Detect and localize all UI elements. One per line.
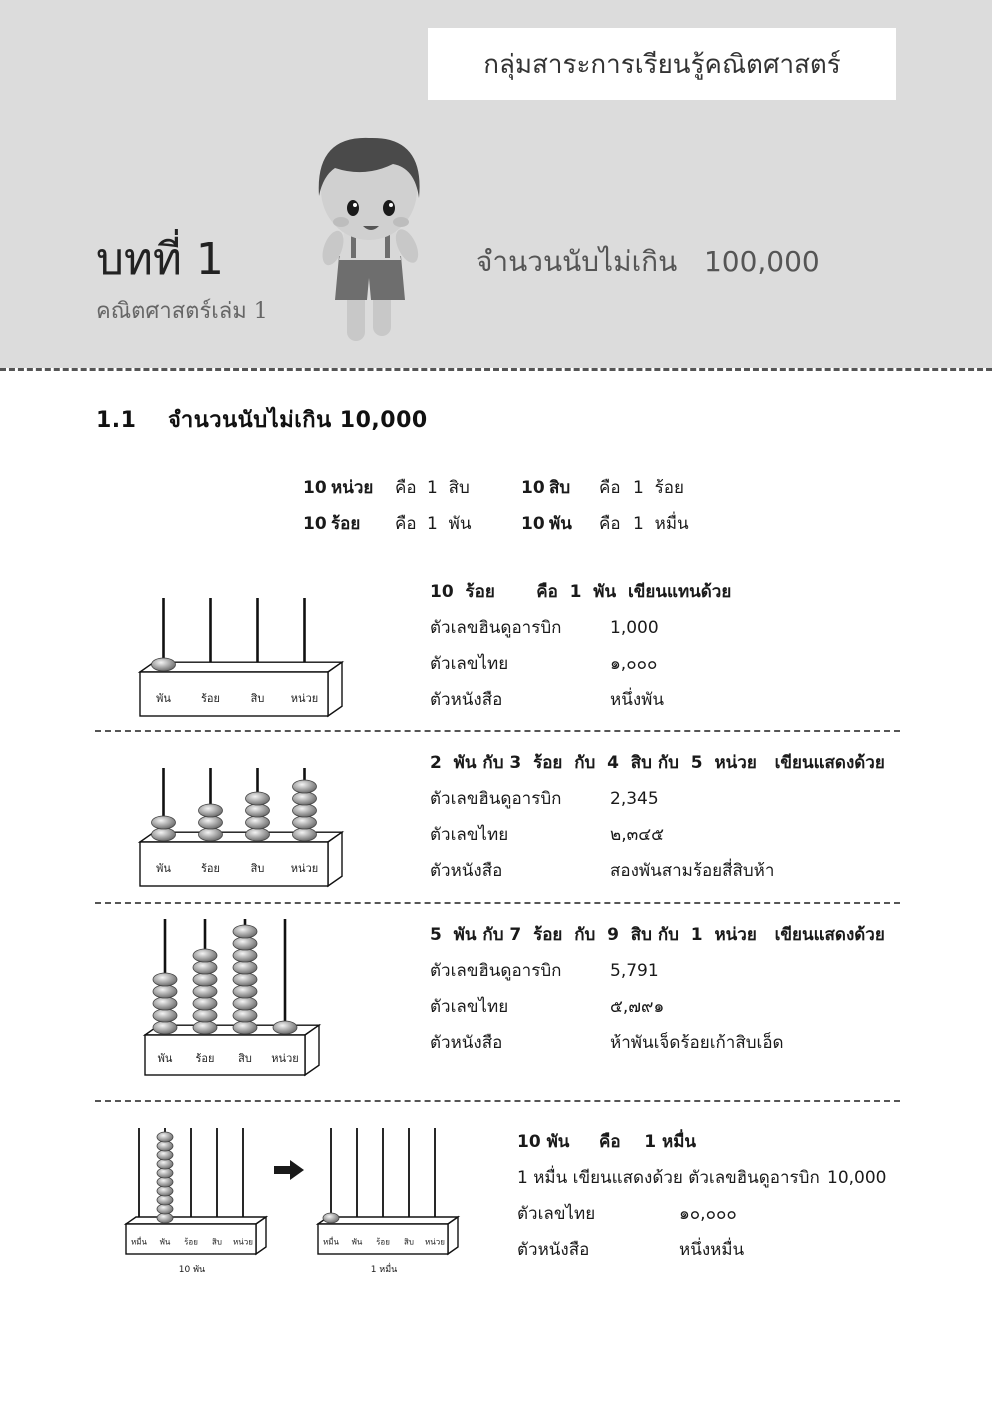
abacus-bead: [246, 828, 270, 841]
rule-unit: ร้อย: [331, 514, 361, 534]
subject-banner: [428, 28, 896, 100]
abacus-bead: [199, 828, 223, 841]
hindu-arabic-value: 2,345: [610, 789, 659, 809]
thai-numeral-label: ตัวเลขไทย: [430, 825, 509, 845]
abacus-bead: [152, 828, 176, 841]
abacus-bead: [157, 1168, 173, 1178]
words-value: ห้าพันเจ็ดร้อยเก้าสิบเอ็ด: [610, 1033, 784, 1053]
abacus-bead: [193, 973, 217, 986]
abacus-column-label: ร้อย: [184, 1237, 198, 1247]
abacus-bead: [233, 1009, 257, 1022]
abacus-bead: [293, 816, 317, 829]
abacus-column-label: ร้อย: [195, 1052, 215, 1066]
abacus-bead: [157, 1150, 173, 1160]
abacus-bead: [153, 997, 177, 1010]
words-label: ตัวหนังสือ: [430, 861, 503, 881]
abacus-bead: [153, 985, 177, 998]
abacus-bead: [157, 1177, 173, 1187]
abacus-bead: [153, 973, 177, 986]
abacus-bead: [323, 1213, 339, 1223]
abacus-column-label: ร้อย: [201, 861, 220, 875]
rule-number: 10: [303, 514, 327, 534]
abacus-column-label: หน่วย: [233, 1237, 253, 1247]
abacus-bead: [233, 949, 257, 962]
hindu-arabic-label: ตัวเลขฮินดูอารบิก: [430, 618, 562, 638]
example-heading: 2 พัน กับ 3 ร้อย กับ 4 สิบ กับ 5 หน่วย เขียนแสดงด้วย: [430, 753, 885, 773]
abacus-bead: [233, 985, 257, 998]
example-2: [430, 745, 885, 889]
abacus-bead: [233, 973, 257, 986]
abacus-bead: [293, 792, 317, 805]
abacus-bead: [153, 1021, 177, 1034]
words-label: ตัวหนังสือ: [430, 690, 503, 710]
section-title: [96, 402, 428, 437]
hindu-arabic-label: ตัวเลขฮินดูอารบิก: [430, 961, 562, 981]
abacus-column-label: หน่วย: [290, 691, 319, 705]
hindu-arabic-value: 10,000: [827, 1168, 887, 1188]
abacus-column-label: สิบ: [250, 861, 265, 875]
after-caption: 1 หมื่น: [370, 1265, 398, 1275]
abacus-bead: [199, 804, 223, 817]
abacus-bead: [157, 1132, 173, 1142]
abacus-base-side: [328, 662, 342, 716]
abacus-column-label: พัน: [156, 691, 171, 705]
abacus-column-label: หมื่น: [322, 1237, 340, 1247]
thai-numeral-value: ๑๐,๐๐๐: [679, 1204, 737, 1224]
ten-thousand-line-label: 1 หมื่น เขียนแสดงด้วย ตัวเลขฮินดูอารบิก: [517, 1168, 820, 1188]
abacus-bead: [273, 1021, 297, 1034]
rule-verb: คือ: [395, 478, 417, 498]
abacus-base-side: [328, 832, 342, 886]
hindu-arabic-value: 5,791: [610, 961, 659, 981]
words-value: หนึ่งพัน: [610, 690, 664, 710]
thai-numeral-label: ตัวเลขไทย: [430, 654, 509, 674]
rule-result: 1 พัน: [427, 514, 472, 534]
words-label: ตัวหนังสือ: [517, 1240, 590, 1260]
abacus-bead: [233, 961, 257, 974]
book-label: คณิตศาสตร์เล่ม 1: [96, 299, 268, 324]
abacus-example-1: [130, 590, 350, 720]
thai-numeral-value: ๒,๓๔๕: [610, 825, 664, 845]
abacus-column-label: สิบ: [404, 1237, 414, 1247]
abacus-example-3: [135, 915, 335, 1085]
example-heading: 10 พัน คือ 1 หมื่น: [517, 1132, 697, 1152]
example-divider: [95, 902, 900, 904]
rule-result: 1 สิบ: [427, 478, 470, 498]
abacus-base-side: [448, 1217, 458, 1254]
header-divider: [0, 368, 992, 371]
abacus-bead: [153, 1009, 177, 1022]
rule-verb: คือ: [395, 514, 417, 534]
before-caption: 10 พัน: [178, 1265, 206, 1275]
rule-row: [303, 470, 689, 506]
rule-number: 10: [521, 478, 545, 498]
abacus-column-label: หมื่น: [130, 1237, 148, 1247]
example-heading: 10 ร้อย คือ 1 พัน เขียนแทนด้วย: [430, 582, 732, 602]
abacus-bead: [193, 1021, 217, 1034]
abacus-bead: [246, 792, 270, 805]
rule-unit: สิบ: [549, 478, 571, 498]
rule-number: 10: [521, 514, 545, 534]
section-number: 1.1: [96, 408, 137, 433]
abacus-column-label: สิบ: [212, 1237, 222, 1247]
abacus-bead: [233, 925, 257, 938]
hindu-arabic-value: 1,000: [610, 618, 659, 638]
abacus-bead: [193, 997, 217, 1010]
abacus-ten-thousands-after: [310, 1122, 470, 1272]
abacus-bead: [157, 1141, 173, 1151]
abacus-example-2: [130, 760, 350, 890]
thai-numeral-value: ๕,๗๙๑: [610, 997, 665, 1017]
words-value: หนึ่งหมื่น: [679, 1240, 745, 1260]
abacus-bead: [233, 1021, 257, 1034]
rule-unit: หน่วย: [331, 478, 374, 498]
abacus-bead: [199, 816, 223, 829]
example-divider: [95, 730, 900, 732]
rule-number: 10: [303, 478, 327, 498]
place-value-rules: [303, 470, 689, 542]
chapter-topic: จำนวนนับไม่เกิน 100,000: [476, 245, 820, 278]
abacus-bead: [157, 1204, 173, 1214]
abacus-bead: [193, 961, 217, 974]
thai-numeral-value: ๑,๐๐๐: [610, 654, 658, 674]
abacus-column-label: ร้อย: [376, 1237, 390, 1247]
rule-verb: คือ: [599, 478, 621, 498]
hindu-arabic-label: ตัวเลขฮินดูอารบิก: [430, 789, 562, 809]
words-value: สองพันสามร้อยสี่สิบห้า: [610, 861, 775, 881]
abacus-column-label: หน่วย: [290, 861, 319, 875]
rule-row: [303, 506, 689, 542]
chapter-title: บทที่ 1: [96, 234, 224, 285]
abacus-bead: [157, 1213, 173, 1223]
arrow-right-icon: [272, 1158, 306, 1182]
thai-numeral-label: ตัวเลขไทย: [430, 997, 509, 1017]
abacus-bead: [233, 937, 257, 950]
abacus-bead: [152, 816, 176, 829]
abacus-base-side: [256, 1217, 266, 1254]
subject-label: กลุ่มสาระการเรียนรู้คณิตศาสตร์: [483, 49, 841, 80]
abacus-bead: [293, 828, 317, 841]
abacus-column-label: สิบ: [250, 691, 265, 705]
abacus-column-label: พัน: [157, 1052, 173, 1066]
abacus-column-label: พัน: [351, 1237, 363, 1247]
example-divider: [95, 1100, 900, 1102]
cartoon-child-icon: [305, 128, 435, 346]
abacus-column-label: หน่วย: [425, 1237, 445, 1247]
words-label: ตัวหนังสือ: [430, 1033, 503, 1053]
example-ten-thousand: [517, 1124, 886, 1268]
abacus-ten-thousands-before: [118, 1122, 278, 1272]
rule-verb: คือ: [599, 514, 621, 534]
example-3: [430, 917, 885, 1061]
abacus-bead: [193, 985, 217, 998]
rule-unit: พัน: [549, 514, 572, 534]
example-heading: 5 พัน กับ 7 ร้อย กับ 9 สิบ กับ 1 หน่วย เขียนแสดงด้วย: [430, 925, 885, 945]
abacus-bead: [193, 1009, 217, 1022]
abacus-column-label: พัน: [159, 1237, 171, 1247]
abacus-bead: [293, 804, 317, 817]
abacus-bead: [293, 780, 317, 793]
abacus-bead: [157, 1186, 173, 1196]
abacus-bead: [233, 997, 257, 1010]
abacus-column-label: สิบ: [238, 1052, 252, 1066]
abacus-column-label: หน่วย: [271, 1052, 299, 1066]
abacus-bead: [246, 816, 270, 829]
abacus-bead: [157, 1159, 173, 1169]
thai-numeral-label: ตัวเลขไทย: [517, 1204, 596, 1224]
section-heading: จำนวนนับไม่เกิน 10,000: [168, 408, 428, 433]
abacus-column-label: พัน: [156, 861, 171, 875]
example-1: [430, 574, 731, 718]
abacus-column-label: ร้อย: [201, 691, 220, 705]
rule-result: 1 ร้อย: [633, 478, 684, 498]
abacus-base-top: [126, 1217, 266, 1224]
abacus-bead: [152, 658, 176, 671]
rule-result: 1 หมื่น: [633, 514, 689, 534]
abacus-bead: [193, 949, 217, 962]
abacus-bead: [157, 1195, 173, 1205]
abacus-bead: [246, 804, 270, 817]
